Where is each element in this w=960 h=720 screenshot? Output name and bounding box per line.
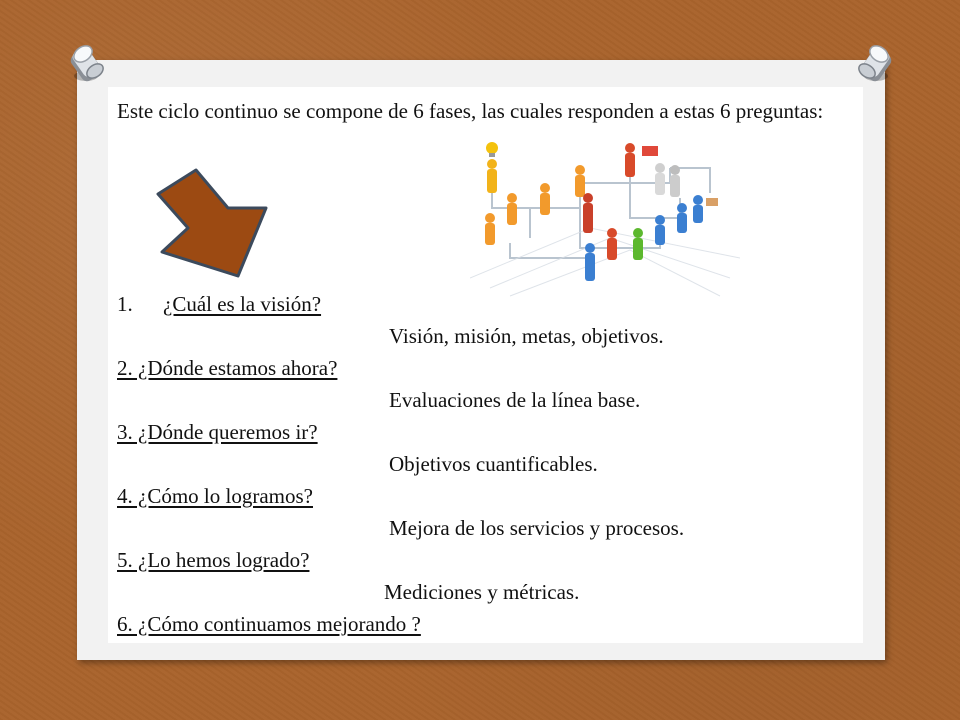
down-arrow-icon xyxy=(156,168,272,280)
question-5: 5. ¿Lo hemos logrado? xyxy=(117,548,310,572)
answer-5: Mediciones y métricas. xyxy=(384,580,580,604)
question-2: 2. ¿Dónde estamos ahora? xyxy=(117,356,338,380)
team-network-clipart xyxy=(470,138,740,298)
pushpin-icon xyxy=(848,38,900,90)
question-3: 3. ¿Dónde queremos ir? xyxy=(117,420,318,444)
intro-text: Este ciclo continuo se compone de 6 fases, las cuales responden a estas 6 preguntas: xyxy=(117,99,824,123)
answer-4: Mejora de los servicios y procesos. xyxy=(389,516,685,540)
answer-1: Visión, misión, metas, objetivos. xyxy=(389,324,664,348)
pushpin-icon xyxy=(62,38,114,90)
answer-3: Objetivos cuantificables. xyxy=(389,452,598,476)
question-4: 4. ¿Cómo lo logramos? xyxy=(117,484,313,508)
question-6: 6. ¿Cómo continuamos mejorando ? xyxy=(117,612,421,636)
question-1: ¿Cuál es la visión? xyxy=(163,292,322,316)
item-1-number: 1. xyxy=(117,292,133,316)
answer-2: Evaluaciones de la línea base. xyxy=(389,388,641,412)
